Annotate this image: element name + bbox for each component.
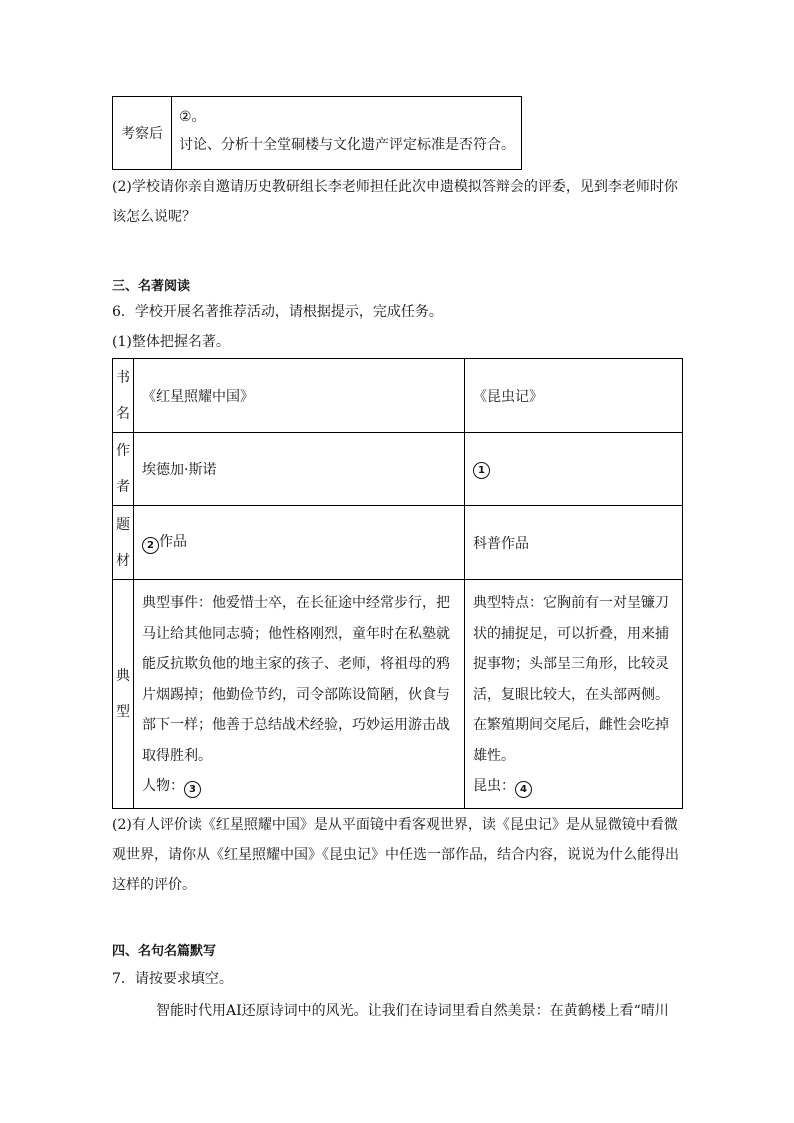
label-book-title: 书名: [113, 359, 134, 433]
blank-2-marker: 2: [142, 537, 159, 554]
book-a-genre-suffix: 作品: [159, 534, 187, 550]
book-b-genre: 科普作品: [465, 506, 683, 580]
book-table: [112, 358, 683, 809]
question-7-text: 智能时代用AI还原诗词中的风光。让我们在诗词里看自然美景：在黄鹤楼上看“晴川: [156, 1003, 669, 1019]
book-a-typical-text: 典型事件：他爱惜士卒，在长征途中经常步行，把马让给其他同志骑；他性格刚烈，童年时在私塾就能反抗欺负他的地主家的孩子、老师，将祖母的鸦片烟踢掉；他勤俭节约，司令部陈设简陋，伙食与部下一样；他善于总结战术经验，巧妙运用游击战取得胜利。: [142, 595, 450, 764]
label-author: 作者: [113, 433, 134, 506]
book-a-title: 《红星照耀中国》: [134, 359, 465, 433]
book-b-typical-text: 典型特点：它胸前有一对呈镰刀状的捕捉足，可以折叠，用来捕捉事物；头部呈三角形，比较灵活，复眼比较大，在头部两侧。在繁殖期间交尾后，雌性会吃掉雄性。: [473, 595, 669, 764]
book-b-title: 《昆虫记》: [465, 359, 683, 433]
review-line-2: 讨论、分析十全堂硐楼与文化遗产评定标准是否符合。: [179, 137, 515, 153]
book-a-author: 埃德加·斯诺: [134, 433, 465, 506]
question-6-2: (2)有人评价读《红星照耀中国》是从平面镜中看客观世界，读《昆虫记》是从显微镜中看微观世界，请你从《红星照耀中国》《昆虫记》中任选一部作品，结合内容，说说为什么能得出这样的评价。: [112, 817, 679, 893]
book-row-title: [113, 359, 683, 433]
book-a-person: 人物： 3: [142, 771, 458, 802]
book-b-insect: 昆虫： 4: [473, 771, 676, 802]
label-genre: 题材: [113, 506, 134, 580]
label-typical: 典型: [113, 580, 134, 809]
question-7: 7．请按要求填空。: [112, 971, 233, 987]
question-5-2: (2)学校请你亲自邀请历史教研组长李老师担任此次申遗模拟答辩会的评委，见到李老师时你该怎么说呢？: [112, 179, 678, 225]
review-table: [112, 96, 522, 170]
book-b-typical: [465, 580, 683, 809]
blank-3-marker: 3: [184, 781, 201, 798]
section-3-heading: 三、名著阅读: [112, 279, 191, 294]
review-content: [172, 97, 522, 170]
book-b-author: [465, 433, 683, 506]
section-4-heading: 四、名句名篇默写: [112, 944, 217, 959]
book-a-typical: [134, 580, 465, 809]
book-row-author: [113, 433, 683, 506]
question-6: 6．学校开展名著推荐活动，请根据提示，完成任务。: [112, 304, 443, 320]
blank-1-marker: 1: [473, 462, 490, 479]
book-row-typical: [113, 580, 683, 809]
book-a-genre: [134, 506, 465, 580]
book-row-genre: [113, 506, 683, 580]
question-6-1: (1)整体把握名著。: [112, 334, 230, 350]
review-line-1: ②。: [179, 109, 206, 125]
blank-4-marker: 4: [515, 781, 532, 798]
review-label: 考察后: [113, 97, 172, 170]
